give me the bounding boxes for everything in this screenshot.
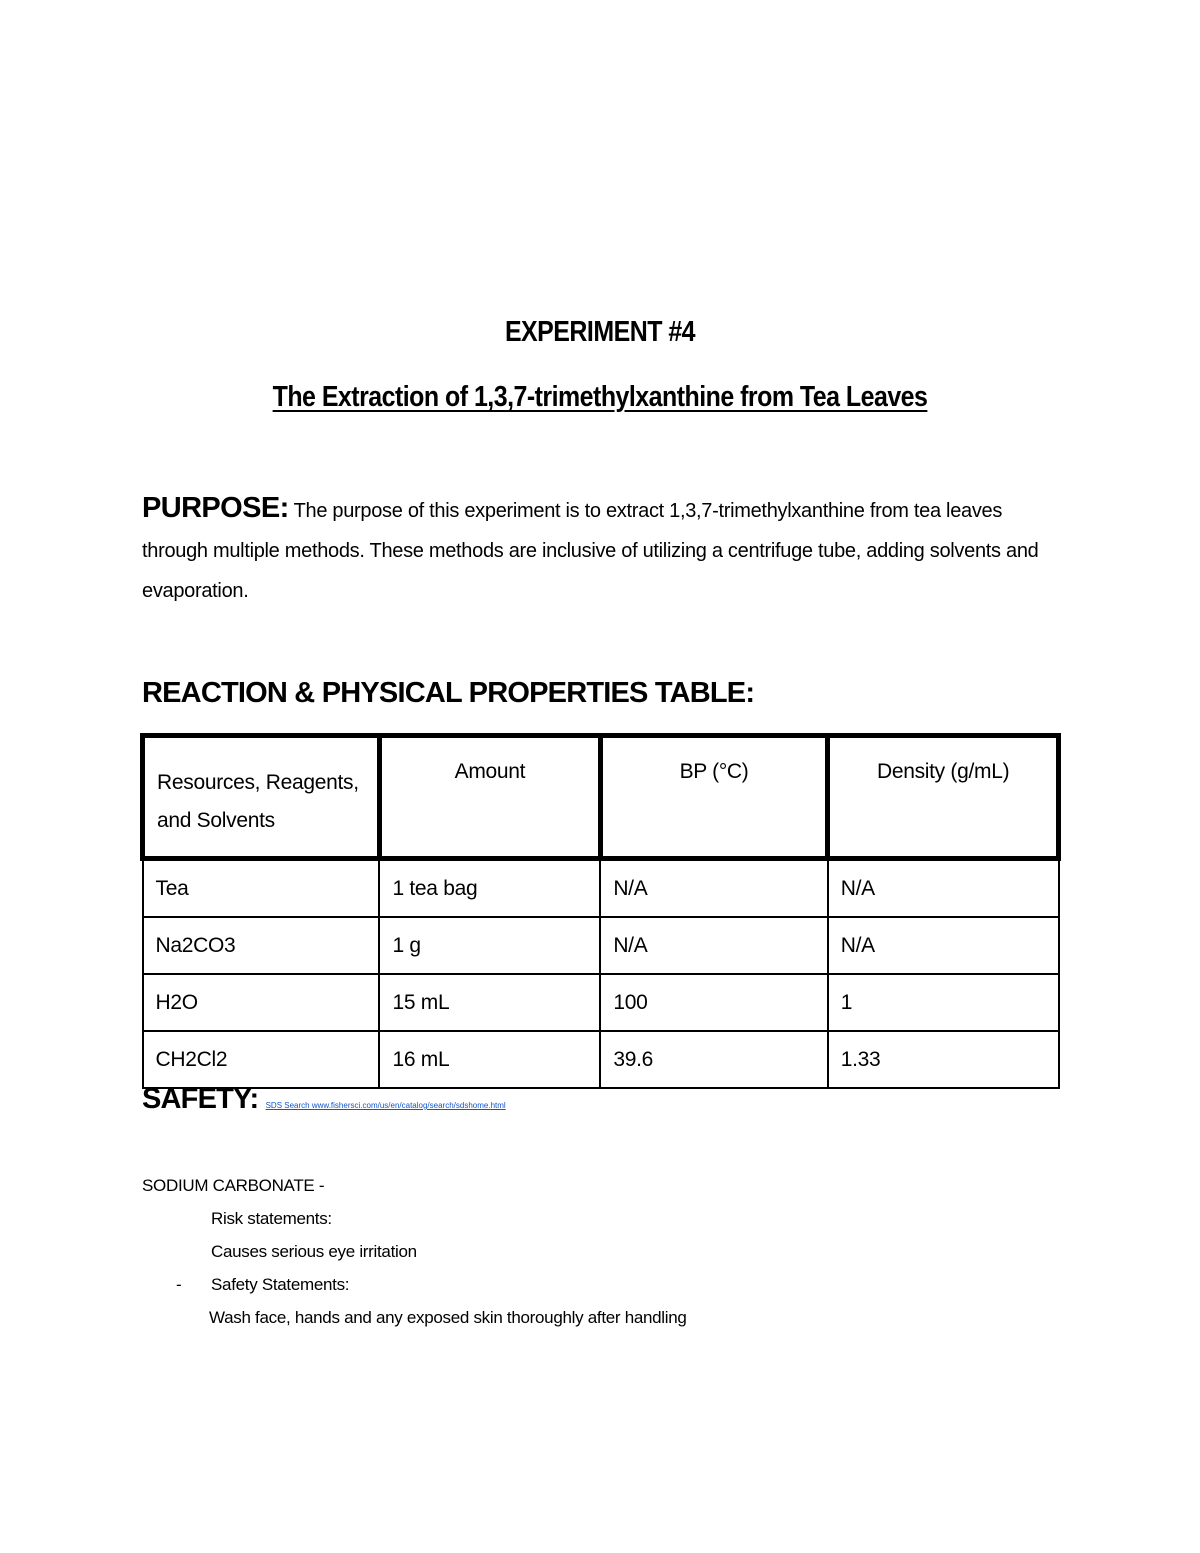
table-cell: 1 (828, 974, 1059, 1031)
table-cell: Na2CO3 (143, 917, 380, 974)
header-resources: Resources, Reagents, and Solvents (143, 736, 380, 859)
table-cell: N/A (828, 859, 1059, 918)
table-header-row (143, 736, 1059, 859)
table-row (143, 1031, 1059, 1088)
table-cell: Tea (143, 859, 380, 918)
table-row (143, 917, 1059, 974)
table-cell: N/A (828, 917, 1059, 974)
table-row (143, 859, 1059, 918)
purpose-text: The purpose of this experiment is to extract 1,3,7-trimethylxanthine from tea leaves through multiple methods. These methods are inclusive of utilizing a centrifuge tube, adding solvents and evaporation. (142, 500, 1039, 602)
table-cell: 39.6 (600, 1031, 827, 1088)
sodium-carbonate-heading: SODIUM CARBONATE - (142, 1176, 325, 1195)
safety-section (142, 1083, 506, 1116)
table-row (143, 974, 1059, 1031)
risk-statements-text: Causes serious eye irritation (211, 1242, 417, 1261)
table-cell: 1 tea bag (379, 859, 600, 918)
purpose-paragraph (142, 488, 1062, 611)
table-cell: 15 mL (379, 974, 600, 1031)
table-cell: H2O (143, 974, 380, 1031)
header-density: Density (g/mL) (828, 736, 1059, 859)
table-heading: REACTION & PHYSICAL PROPERTIES TABLE: (142, 677, 755, 709)
header-bp: BP (°C) (600, 736, 827, 859)
table-cell: N/A (600, 859, 827, 918)
risk-statements-label: Risk statements: (211, 1209, 332, 1228)
header-amount: Amount (379, 736, 600, 859)
table-cell: 16 mL (379, 1031, 600, 1088)
experiment-title: EXPERIMENT #4 (504, 316, 696, 348)
table-cell: 100 (600, 974, 827, 1031)
safety-label: SAFETY: (142, 1083, 259, 1115)
purpose-label: PURPOSE: (142, 492, 289, 524)
list-bullet: - (176, 1275, 182, 1294)
table-cell: 1 g (379, 917, 600, 974)
table-cell: CH2Cl2 (143, 1031, 380, 1088)
properties-table (140, 733, 1061, 1089)
sds-search-link[interactable]: SDS Search www.fishersci.com/us/en/catalog/search/sdshome.html (265, 1101, 506, 1110)
safety-statements-text: Wash face, hands and any exposed skin thoroughly after handling (209, 1308, 687, 1327)
experiment-subtitle: The Extraction of 1,3,7-trimethylxanthine from Tea Leaves (272, 381, 928, 413)
table-cell: N/A (600, 917, 827, 974)
table-cell: 1.33 (828, 1031, 1059, 1088)
safety-statements-label: Safety Statements: (211, 1275, 350, 1294)
